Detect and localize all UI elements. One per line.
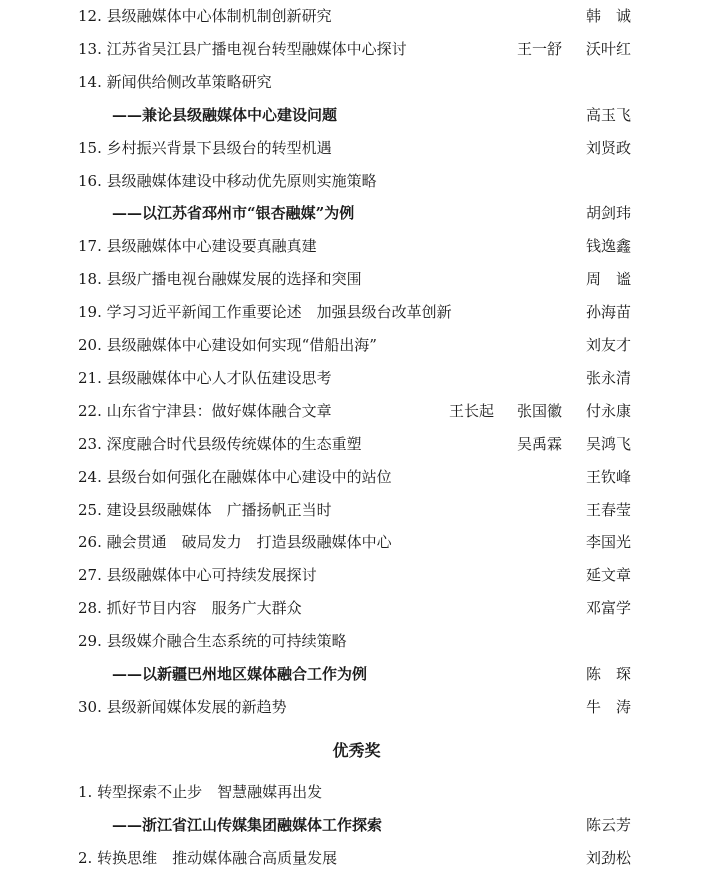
entry-row — [0, 494, 713, 526]
entry-author: 王长起 — [449, 401, 495, 420]
entry-subtitle-row — [0, 658, 713, 690]
entry-author: 王钦峰 — [586, 467, 632, 486]
entry-author: 胡剑玮 — [586, 204, 632, 223]
entry-subtitle: ——以新疆巴州地区媒体融合工作为例 — [112, 665, 368, 683]
entry-title: 12. 县级融媒体中心体制机制创新研究 — [78, 7, 332, 25]
entry-title: 27. 县级融媒体中心可持续发展探讨 — [78, 566, 317, 585]
entry-row — [0, 296, 713, 328]
entry-author: 刘劲松 — [586, 849, 632, 867]
entry-author: 邓富学 — [586, 599, 632, 618]
entry-row — [0, 395, 713, 427]
entry-title: 16. 县级融媒体建设中移动优先原则实施策略 — [78, 171, 377, 190]
entry-title: 18. 县级广播电视台融媒发展的选择和突围 — [78, 270, 362, 289]
entry-title: 24. 县级台如何强化在融媒体中心建设中的站位 — [78, 467, 392, 486]
entry-row — [0, 0, 713, 32]
entry-subtitle: ——兼论县级融媒体中心建设问题 — [112, 105, 338, 124]
entry-row — [0, 132, 713, 164]
entry-author: 李国光 — [586, 533, 632, 552]
entry-title: 29. 县级媒介融合生态系统的可持续策略 — [78, 632, 347, 651]
entry-title: 25. 建设县级融媒体 广播扬帆正当时 — [78, 500, 332, 519]
entry-row — [0, 263, 713, 295]
entry-author: 付永康 — [586, 401, 632, 420]
entry-author: 刘友才 — [586, 336, 632, 354]
entry-subtitle-row — [0, 809, 713, 841]
entry-title: 14. 新闻供给侧改革策略研究 — [78, 72, 272, 91]
entry-title: 20. 县级融媒体中心建设如何实现“借船出海” — [78, 336, 377, 354]
entry-author: 沃叶红 — [586, 39, 632, 58]
entry-row — [0, 625, 713, 657]
entry-row — [0, 691, 713, 723]
entry-author: 刘贤政 — [586, 138, 632, 157]
entry-row — [0, 461, 713, 493]
entry-row — [0, 592, 713, 624]
entry-subtitle-row — [0, 197, 713, 229]
entry-subtitle: ——以江苏省邳州市“银杏融媒”为例 — [112, 204, 355, 223]
entry-author: 张国徽 — [517, 401, 563, 420]
entry-title: 19. 学习习近平新闻工作重要论述 加强县级台改革创新 — [78, 303, 452, 322]
entry-subtitle-row — [0, 99, 713, 131]
section-title: 优秀奖 — [332, 741, 381, 760]
entry-title: 28. 抓好节目内容 服务广大群众 — [78, 599, 302, 618]
entry-title: 23. 深度融合时代县级传统媒体的生态重塑 — [78, 434, 362, 453]
entry-author: 陈云芳 — [586, 816, 632, 834]
entry-author: 吴鸿飞 — [586, 434, 632, 453]
entry-title: 2. 转换思维 推动媒体融合高质量发展 — [78, 849, 338, 867]
entry-title: 1. 转型探索不止步 智慧融媒再出发 — [78, 783, 323, 801]
entry-row — [0, 842, 713, 874]
entry-title: 15. 乡村振兴背景下县级台的转型机遇 — [78, 138, 332, 157]
entry-row — [0, 428, 713, 460]
entry-row — [0, 230, 713, 262]
entry-author: 钱逸鑫 — [586, 237, 632, 256]
entry-title: 17. 县级融媒体中心建设要真融真建 — [78, 237, 317, 256]
entry-author: 孙海苗 — [586, 303, 632, 322]
entry-row — [0, 526, 713, 558]
entry-row — [0, 329, 713, 361]
entry-row — [0, 559, 713, 591]
entry-author: 高玉飞 — [586, 105, 632, 124]
entry-author: 王一舒 — [517, 39, 563, 58]
entry-title: 26. 融会贯通 破局发力 打造县级融媒体中心 — [78, 533, 392, 552]
entry-row — [0, 776, 713, 808]
entry-row — [0, 33, 713, 65]
entry-author: 张永清 — [586, 368, 632, 387]
entry-author: 延文章 — [586, 566, 632, 585]
entry-row — [0, 362, 713, 394]
entry-author: 陈 琛 — [586, 665, 632, 683]
entry-subtitle: ——浙江省江山传媒集团融媒体工作探索 — [112, 816, 383, 834]
entry-title: 21. 县级融媒体中心人才队伍建设思考 — [78, 368, 332, 387]
entry-title: 13. 江苏省吴江县广播电视台转型融媒体中心探讨 — [78, 39, 407, 58]
entry-row — [0, 66, 713, 98]
entry-author: 王春莹 — [586, 500, 632, 519]
entry-row — [0, 165, 713, 197]
entry-title: 30. 县级新闻媒体发展的新趋势 — [78, 697, 287, 716]
entry-author: 韩 诚 — [586, 7, 632, 25]
entry-author: 吴禹霖 — [517, 434, 563, 453]
entry-author: 牛 涛 — [586, 697, 632, 716]
entry-author: 周 谧 — [586, 270, 632, 289]
entry-title: 22. 山东省宁津县：做好媒体融合文章 — [78, 401, 332, 420]
